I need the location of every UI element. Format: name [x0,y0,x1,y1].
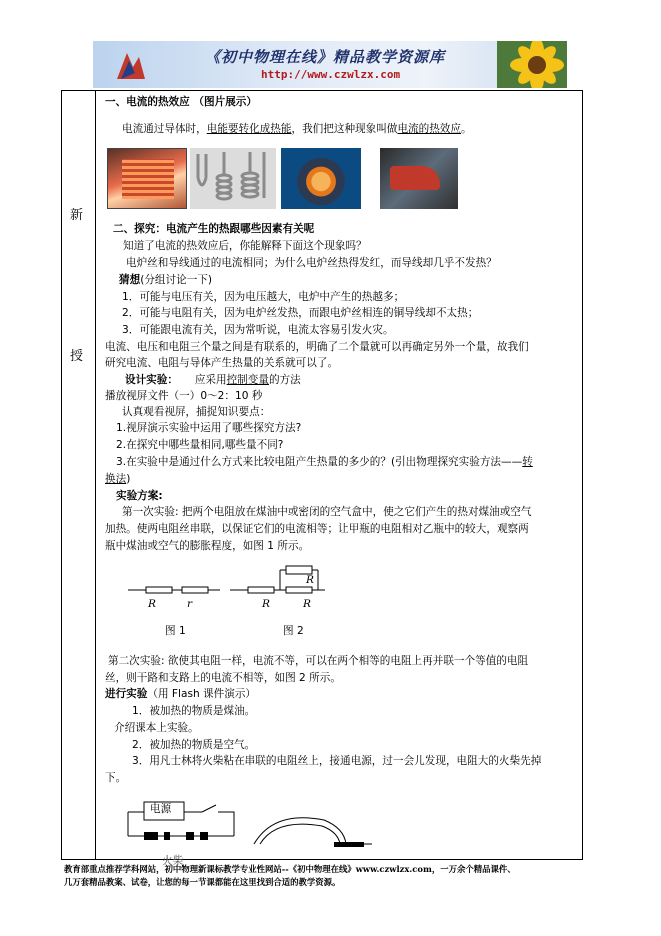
video-question-1: 1.视屏演示实验中运用了哪些探究方法? [116,422,302,434]
relation-paragraph-2: 研究电流、电阻与导体产生热量的关系就可以了。 [105,357,339,369]
sunflower-icon [497,41,567,88]
guess-item-3: 3．可能跟电流有关，因为常听说，电流太容易引发火灾。 [122,324,394,336]
guess-heading: 猜想(分组讨论一下) [119,274,213,286]
plan-line-1: 第一次实验: 把两个电阻放在煤油中或密闭的空气盒中，使之它们产生的热对煤油或空气 [122,506,532,518]
design-line: 设计实验： 应采用控制变量的方法 [125,374,301,386]
footer-line-2: 几万套精品教案、试卷，让您的每一节课都能在这里找到合适的教学资源。 [64,877,341,887]
site-logo-icon [113,47,149,83]
conduct-item-3: 3．用凡士林将火柴粘在串联的电阻丝上，接通电源，过一会儿发现，电阻大的火柴先掉 [132,755,542,767]
guess-item-2: 2．可能与电阻有关，因为电炉丝发热，而跟电炉丝相连的铜导线却不太热； [122,307,479,319]
match-label: 火柴 [162,855,184,867]
conduct-intro: 介绍课本上实验。 [114,722,199,734]
side-label-teach: 授 [70,349,84,364]
plan-line-3: 瓶中煤油或空气的膨胀程度，如图 1 所示。 [105,540,310,552]
banner-url[interactable]: http://www.czwlzx.com [261,68,401,81]
video-question-3-cont: 换法) [105,473,131,485]
video-question-3: 3.在实验中是通过什么方式来比较电阻产生热量的多少的？(引出物理探究实验方法——转 [116,456,533,468]
video-line: 播放视屏文件（一）0～2：10 秒 [105,390,263,402]
fig1-resistor-R: R [148,598,156,610]
fig2-resistor-left: R [262,598,270,610]
plan-line-4: 第二次实验: 欲使其电阻一样，电流不等，可以在两个相等的电阻上再并联一个等值的电阻 [108,655,529,667]
banner-title: 《初中物理在线》精品教学资源库 [205,48,446,66]
section1-paragraph: 电流通过导体时，电能要转化成热能，我们把这种现象叫做电流的热效应。 [122,123,472,135]
fig1-resistor-r: r [187,598,193,610]
video-question-2: 2.在探究中哪些量相同,哪些量不同? [116,439,284,451]
plan-heading: 实验方案: [116,490,163,502]
conduct-item-2: 2．被加热的物质是空气。 [132,739,256,751]
conduct-item-3-cont: 下。 [105,772,127,784]
watch-line: 认真观看视屏，捕捉知识要点： [122,406,271,418]
electric-stove-photo [281,148,361,209]
section1-heading: 一、电流的热效应 （图片展示） [105,96,257,108]
question-line-2: 电炉丝和导线通过的电流相同；为什么电炉丝热得发红，而导线却几乎不发热？ [126,257,497,269]
electric-heater-photo [107,148,187,209]
fig2-resistor-right: R [303,598,311,610]
power-source-label: 电源 [150,803,172,815]
plan-line-2: 加热。使两电阻丝串联，以保证它们的电流相等；让甲瓶的电阻相对乙瓶中的较大，观察两 [105,523,529,535]
fig2-caption: 图 2 [283,625,304,637]
plan-line-5: 丝，则干路和支路上的电流不相等，如图 2 所示。 [105,672,341,684]
fig2-resistor-top: R [306,574,314,586]
section2-heading: 二、探究：电流产生的热跟哪些因素有关呢 [113,223,315,235]
heating-coils-photo [190,148,276,209]
footer-line-1: 教育部重点推荐学科网站，初中物理新课标教学专业性网站--《初中物理在线》www.czwlzx.com，一万余个精品课件、 [64,864,516,874]
fig1-caption: 图 1 [165,625,186,637]
conduct-heading: 进行实验（用 Flash 课件演示） [105,688,257,700]
question-line-1: 知道了电流的热效应后，你能解释下面这个现象吗？ [123,240,367,252]
relation-paragraph-1: 电流、电压和电阻三个量之间是有联系的，明确了二个量就可以再确定另外一个量，故我们 [105,341,529,353]
column-divider [95,91,96,859]
site-banner [93,41,567,88]
guess-item-1: 1．可能与电压有关，因为电压越大，电炉中产生的热越多； [122,291,405,303]
side-label-new: 新 [70,208,84,223]
electric-iron-photo [380,148,458,209]
conduct-item-1: 1．被加热的物质是煤油。 [132,705,256,717]
